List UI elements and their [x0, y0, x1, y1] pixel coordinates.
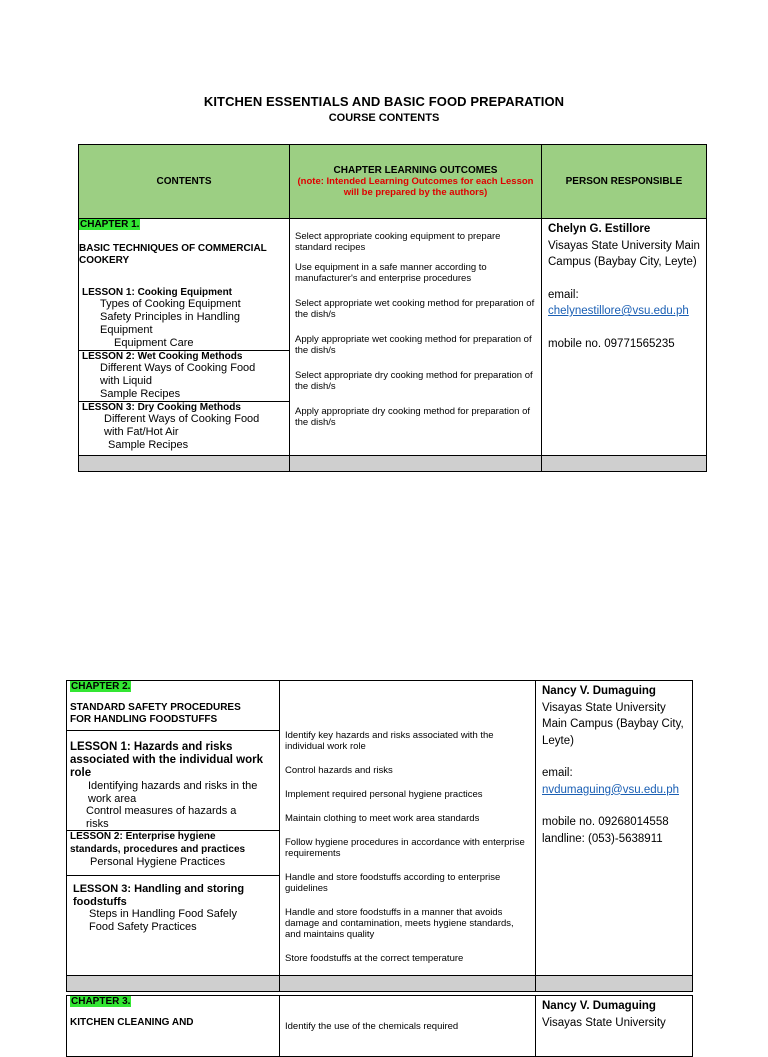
header-outcomes-title: CHAPTER LEARNING OUTCOMES	[333, 165, 498, 176]
course-contents-table-1	[78, 144, 707, 472]
chapter-3-row	[67, 996, 693, 1057]
spacer-cell	[67, 976, 280, 992]
outcome-item: Store foodstuffs at the correct temperature	[285, 953, 464, 964]
outcome-item: Maintain clothing to meet work area standards	[285, 813, 480, 824]
lesson-item: Sample Recipes	[108, 439, 189, 451]
lesson-item: Sample Recipes	[100, 388, 181, 400]
lesson-item: Personal Hygiene Practices	[90, 856, 226, 868]
chapter-1-label: CHAPTER 1.	[80, 219, 140, 230]
chapter-2-contents	[67, 681, 280, 976]
spacer-cell	[280, 976, 536, 992]
spacer-row	[79, 456, 707, 472]
person-landline: landline: (053)-5638911	[542, 832, 663, 845]
lesson-2	[67, 830, 279, 869]
lesson-item: Identifying hazards and risks in the work area	[88, 780, 258, 805]
lesson-title: LESSON 2: Wet Cooking Methods	[82, 351, 243, 362]
lesson-title: LESSON 2: Enterprise hygiene standards, procedures and practices	[70, 831, 246, 855]
chapter-3-person	[536, 996, 693, 1057]
lesson-item: Steps in Handling Food Safely	[89, 908, 237, 920]
chapter-3-outcomes	[280, 996, 536, 1057]
header-row	[79, 145, 707, 219]
document-subtitle: COURSE CONTENTS	[328, 112, 440, 124]
lesson-1	[67, 730, 279, 830]
header-contents: CONTENTS	[79, 145, 290, 219]
person-name: Chelyn G. Estillore	[548, 223, 651, 235]
chapter-1-outcomes	[290, 219, 542, 456]
person-email-label: email:	[548, 288, 579, 301]
lesson-item: Different Ways of Cooking Food with Liquid	[100, 362, 256, 387]
lesson-2	[79, 350, 289, 401]
lesson-item: Food Safety Practices	[89, 921, 197, 933]
person-email-link[interactable]: chelynestillore@vsu.edu.ph	[548, 305, 689, 317]
chapter-2-row	[67, 681, 693, 976]
person-org: Visayas State University Main Campus (Baybay City, Leyte)	[548, 239, 700, 268]
outcome-item: Handle and store foodstuffs according to enterprise guidelines	[285, 872, 501, 894]
lesson-item: Different Ways of Cooking Food with Fat/Hot Air	[104, 413, 260, 438]
chapter-3-contents	[67, 996, 280, 1057]
lesson-title: LESSON 1: Cooking Equipment	[82, 287, 233, 298]
person-email-link[interactable]: nvdumaguing@vsu.edu.ph	[542, 783, 679, 796]
chapter-2-person	[536, 681, 693, 976]
lesson-title: LESSON 3: Dry Cooking Methods	[82, 402, 241, 413]
header-person: PERSON RESPONSIBLE	[542, 145, 707, 219]
person-org: Visayas State University	[542, 1016, 666, 1029]
outcome-item: Apply appropriate wet cooking method for preparation of the dish/s	[295, 334, 532, 356]
outcome-item: Select appropriate wet cooking method for preparation of the dish/s	[295, 298, 535, 320]
outcome-item: Identify the use of the chemicals required	[285, 1021, 459, 1032]
spacer-cell	[79, 456, 290, 472]
outcome-item: Implement required personal hygiene practices	[285, 789, 483, 800]
lesson-title: LESSON 3: Handling and storing foodstuffs	[73, 883, 245, 908]
header-outcomes-note: (note: Intended Learning Outcomes for each Lesson will be prepared by the authors)	[297, 176, 534, 198]
chapter-3-label: CHAPTER 3.	[71, 996, 131, 1007]
lesson-title: LESSON 1: Hazards and risks associated with the individual work role	[70, 741, 263, 779]
person-mobile: mobile no. 09771565235	[548, 337, 675, 350]
header-outcomes	[290, 145, 542, 219]
lesson-item: Control measures of hazards a risks	[86, 805, 237, 830]
lesson-item: Safety Principles in Handling Equipment	[100, 311, 241, 336]
person-email-label: email:	[542, 767, 573, 779]
lesson-1	[79, 284, 289, 350]
spacer-cell	[536, 976, 693, 992]
course-contents-table-2	[66, 680, 693, 992]
spacer-row	[67, 976, 693, 992]
person-name: Nancy V. Dumaguing	[542, 685, 656, 697]
chapter-1-person	[542, 219, 707, 456]
lesson-item: Equipment Care	[114, 337, 194, 349]
chapter-2-label: CHAPTER 2.	[71, 681, 131, 692]
chapter-1-title: BASIC TECHNIQUES OF COMMERCIAL COOKERY	[79, 243, 267, 266]
lesson-3	[79, 401, 289, 452]
chapter-1-row	[79, 219, 707, 456]
chapter-1-contents	[79, 219, 290, 456]
outcome-item: Identify key hazards and risks associated with the individual work role	[285, 730, 494, 752]
outcome-item: Follow hygiene procedures in accordance with enterprise requirements	[285, 837, 525, 859]
outcome-item: Control hazards and risks	[285, 765, 393, 776]
outcome-item: Select appropriate dry cooking method for preparation of the dish/s	[295, 370, 533, 392]
person-org: Visayas State University Main Campus (Baybay City, Leyte)	[542, 701, 684, 747]
chapter-2-title: STANDARD SAFETY PROCEDURES FOR HANDLING FOODSTUFFS	[70, 702, 241, 725]
outcome-item: Use equipment in a safe manner according to manufacturer's and enterprise procedures	[295, 262, 487, 284]
document-title: KITCHEN ESSENTIALS AND BASIC FOOD PREPARATION	[203, 94, 565, 109]
spacer-cell	[542, 456, 707, 472]
lesson-3	[67, 875, 279, 934]
lesson-item: Types of Cooking Equipment	[100, 298, 241, 310]
chapter-3-title: KITCHEN CLEANING AND	[70, 1017, 194, 1028]
person-mobile: mobile no. 09268014558	[542, 816, 669, 828]
outcome-item: Select appropriate cooking equipment to prepare standard recipes	[295, 231, 501, 253]
outcome-item: Handle and store foodstuffs in a manner that avoids damage and contamination, meets hygiene standards, and maintains quality	[285, 907, 514, 940]
person-name: Nancy V. Dumaguing	[542, 1000, 656, 1012]
spacer-cell	[290, 456, 542, 472]
course-contents-table-3	[66, 995, 693, 1057]
chapter-2-outcomes	[280, 681, 536, 976]
outcome-item: Apply appropriate dry cooking method for preparation of the dish/s	[295, 406, 530, 428]
